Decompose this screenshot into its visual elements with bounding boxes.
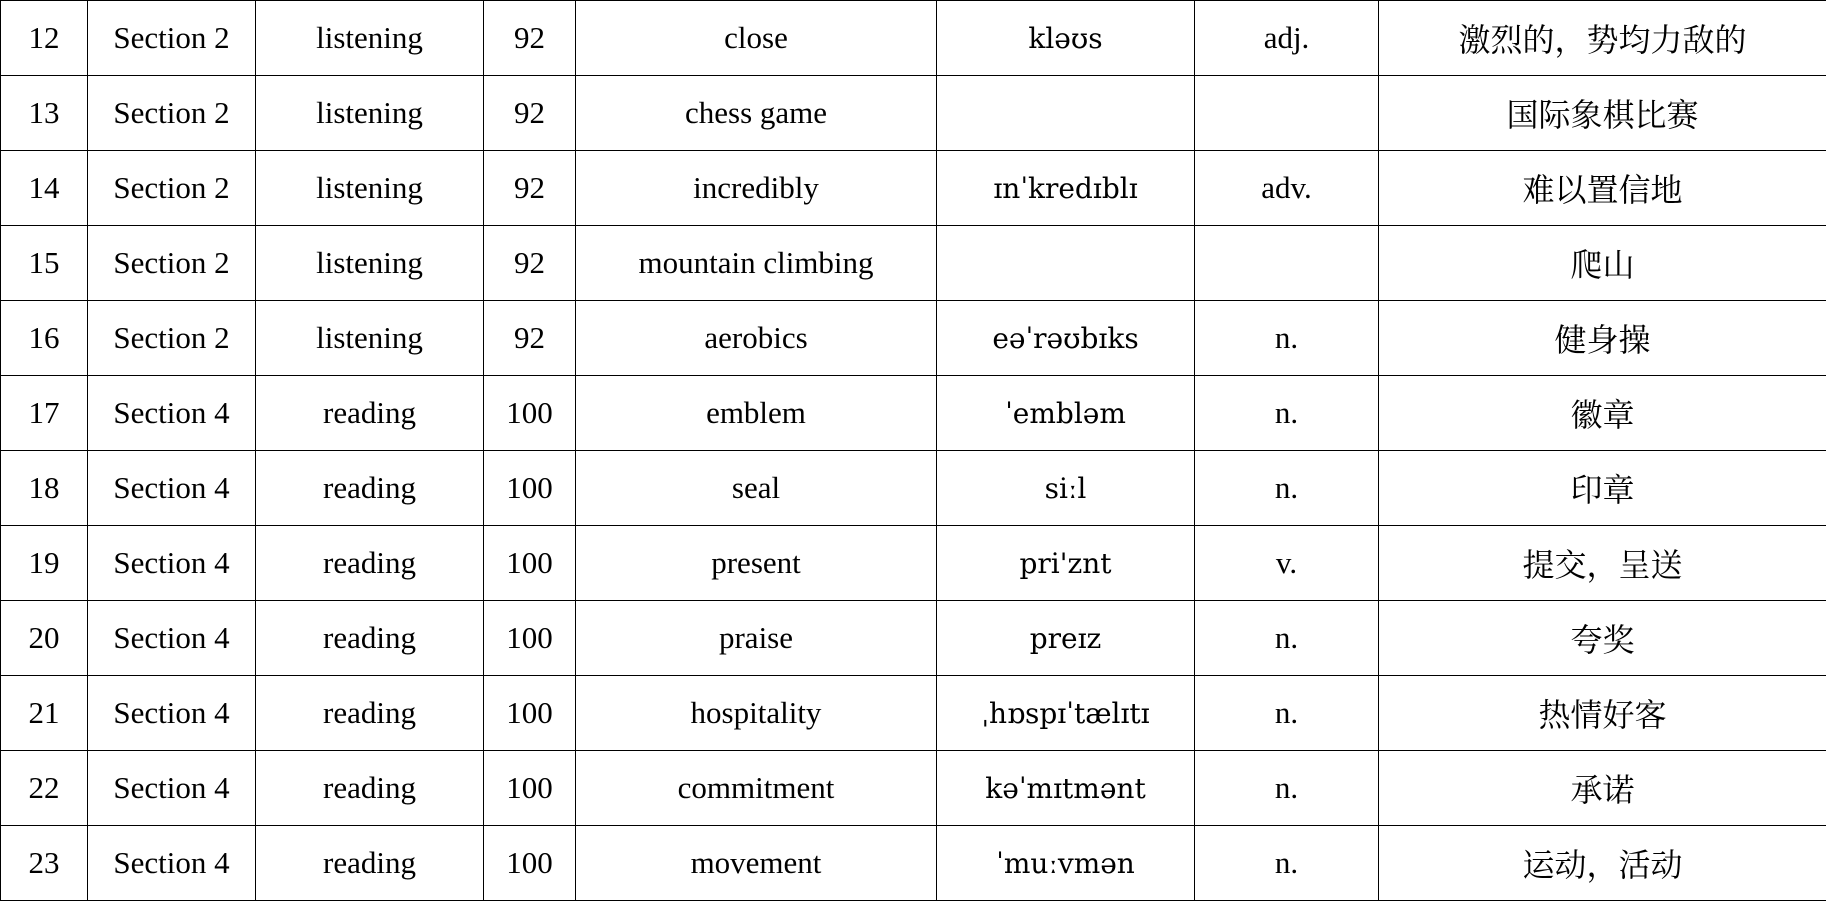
row-number-cell: 16 [1,301,88,376]
word-cell: close [576,1,937,76]
phonetic-cell: ˌhɒspɪˈtælɪtɪ [937,676,1195,751]
row-number-cell: 15 [1,226,88,301]
skill-cell: reading [256,751,484,826]
meaning-cell: 健身操 [1379,301,1826,376]
meaning-cell: 国际象棋比赛 [1379,76,1826,151]
section-cell: Section 2 [88,76,256,151]
table-row [1,751,1826,826]
meaning-cell: 提交，呈送 [1379,526,1826,601]
phonetic-cell: kləʊs [937,1,1195,76]
table-row [1,226,1826,301]
page-cell: 100 [484,526,576,601]
row-number-cell: 23 [1,826,88,901]
section-cell: Section 4 [88,526,256,601]
skill-cell: listening [256,301,484,376]
page-cell: 92 [484,1,576,76]
page-cell: 100 [484,676,576,751]
skill-cell: reading [256,451,484,526]
page-cell: 92 [484,76,576,151]
phonetic-cell: preɪz [937,601,1195,676]
row-number-cell: 19 [1,526,88,601]
word-cell: aerobics [576,301,937,376]
phonetic-cell: eəˈrəʊbɪks [937,301,1195,376]
part-of-speech-cell: adv. [1195,151,1379,226]
skill-cell: reading [256,526,484,601]
phonetic-cell: siːl [937,451,1195,526]
meaning-cell: 爬山 [1379,226,1826,301]
page-cell: 100 [484,601,576,676]
row-number-cell: 14 [1,151,88,226]
skill-cell: listening [256,1,484,76]
section-cell: Section 4 [88,601,256,676]
page-cell: 92 [484,226,576,301]
skill-cell: reading [256,826,484,901]
table-row [1,601,1826,676]
part-of-speech-cell: n. [1195,451,1379,526]
page-cell: 92 [484,301,576,376]
part-of-speech-cell [1195,76,1379,151]
section-cell: Section 4 [88,451,256,526]
table-row [1,376,1826,451]
skill-cell: reading [256,376,484,451]
part-of-speech-cell: n. [1195,376,1379,451]
page-cell: 100 [484,376,576,451]
skill-cell: listening [256,226,484,301]
row-number-cell: 18 [1,451,88,526]
skill-cell: reading [256,601,484,676]
phonetic-cell: ˈmuːvmən [937,826,1195,901]
section-cell: Section 2 [88,226,256,301]
table-row [1,826,1826,901]
word-cell: present [576,526,937,601]
part-of-speech-cell: n. [1195,601,1379,676]
word-cell: chess game [576,76,937,151]
meaning-cell: 印章 [1379,451,1826,526]
table-row [1,526,1826,601]
page-cell: 100 [484,826,576,901]
part-of-speech-cell: n. [1195,676,1379,751]
table-row [1,301,1826,376]
phonetic-cell: ɪnˈkredɪblɪ [937,151,1195,226]
section-cell: Section 2 [88,301,256,376]
skill-cell: listening [256,76,484,151]
meaning-cell: 承诺 [1379,751,1826,826]
word-cell: emblem [576,376,937,451]
phonetic-cell [937,226,1195,301]
page-cell: 100 [484,751,576,826]
row-number-cell: 17 [1,376,88,451]
part-of-speech-cell: v. [1195,526,1379,601]
part-of-speech-cell: n. [1195,751,1379,826]
part-of-speech-cell: n. [1195,301,1379,376]
word-cell: incredibly [576,151,937,226]
row-number-cell: 21 [1,676,88,751]
row-number-cell: 22 [1,751,88,826]
table-row [1,676,1826,751]
word-cell: commitment [576,751,937,826]
meaning-cell: 激烈的，势均力敌的 [1379,1,1826,76]
word-cell: praise [576,601,937,676]
phonetic-cell: ˈembləm [937,376,1195,451]
part-of-speech-cell: adj. [1195,1,1379,76]
table-row [1,1,1826,76]
section-cell: Section 4 [88,676,256,751]
meaning-cell: 难以置信地 [1379,151,1826,226]
phonetic-cell: pri'znt [937,526,1195,601]
row-number-cell: 13 [1,76,88,151]
part-of-speech-cell [1195,226,1379,301]
section-cell: Section 2 [88,151,256,226]
page-cell: 100 [484,451,576,526]
word-cell: movement [576,826,937,901]
table-row [1,76,1826,151]
section-cell: Section 4 [88,826,256,901]
skill-cell: listening [256,151,484,226]
section-cell: Section 4 [88,751,256,826]
meaning-cell: 徽章 [1379,376,1826,451]
vocabulary-table-body [1,1,1826,901]
meaning-cell: 运动，活动 [1379,826,1826,901]
table-row [1,451,1826,526]
row-number-cell: 20 [1,601,88,676]
phonetic-cell: kəˈmɪtmənt [937,751,1195,826]
section-cell: Section 4 [88,376,256,451]
word-cell: mountain climbing [576,226,937,301]
part-of-speech-cell: n. [1195,826,1379,901]
phonetic-cell [937,76,1195,151]
table-row [1,151,1826,226]
word-cell: seal [576,451,937,526]
word-cell: hospitality [576,676,937,751]
page-cell: 92 [484,151,576,226]
meaning-cell: 热情好客 [1379,676,1826,751]
skill-cell: reading [256,676,484,751]
row-number-cell: 12 [1,1,88,76]
meaning-cell: 夸奖 [1379,601,1826,676]
section-cell: Section 2 [88,1,256,76]
